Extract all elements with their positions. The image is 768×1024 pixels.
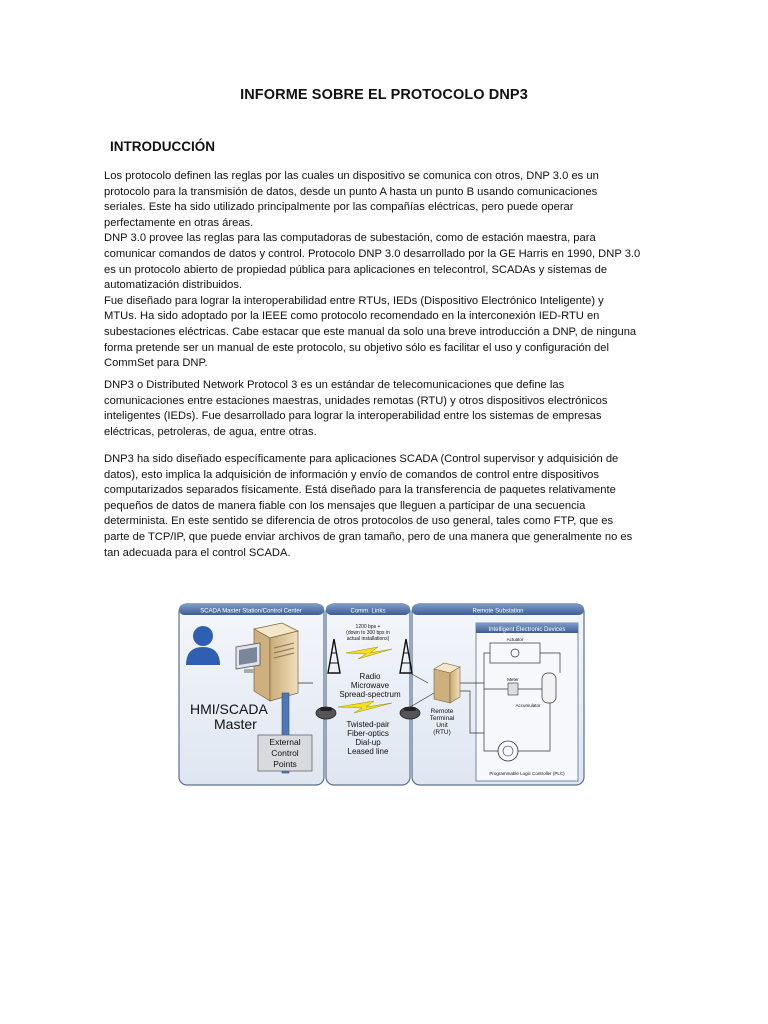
hmi-scada-label: HMI/SCADA <box>190 701 268 717</box>
paragraph-2-line: inteligentes (IEDs). Fue desarrollado para lograr la interoperabilidad entre los sistemas de empresas <box>104 410 602 423</box>
remote-panel-title: Remote Substation <box>472 608 524 615</box>
wire-label-line-2: Fiber-optics <box>347 729 389 738</box>
paragraph-1-line: Fue diseñado para lograr la interoperabilidad entre RTUs, IEDs (Dispositivo Electrónico Inteligente) y <box>104 294 604 307</box>
paragraph-2 <box>104 378 664 440</box>
accumulator-icon <box>542 673 556 703</box>
radio-label-line-3: Spread-spectrum <box>339 690 401 699</box>
speed-note-line-3: actual installations) <box>346 636 390 642</box>
paragraph-3-line: computarizados separados físicamente. Está diseñado para la transferencia de paquetes relativamente <box>104 484 616 497</box>
ied-title: Intelligent Electronic Devices <box>488 627 566 633</box>
paragraph-1-line: comunicar comandos de datos y control. Protocolo DNP 3.0 desarrollado por la GE Harris en 1990, DNP 3.0 <box>104 247 641 260</box>
rtu-label-line-2: Terminal <box>429 715 455 722</box>
wire-label-line-1: Twisted-pair <box>346 720 390 729</box>
paragraph-3-line: pequeños de datos de manera fiable con los mensajes que lleguen a participar de una secuencia <box>104 499 586 512</box>
paragraph-3-line: DNP3 ha sido diseñado específicamente para aplicaciones SCADA (Control supervisor y adquisición de <box>104 453 619 465</box>
plc-label: Programmable Logic Controller (PLC) <box>489 771 565 776</box>
paragraph-1-line: CommSet para DNP. <box>104 357 208 370</box>
rtu-device-icon <box>434 663 460 703</box>
external-points-line-1: External <box>269 737 301 747</box>
speed-note-line-1: 1200 bps + <box>355 624 381 630</box>
ied-panel <box>476 623 578 781</box>
paragraph-3-line: parte de TCP/IP, que puede enviar archivos de gran tamaño, pero de una manera que generalmente no es <box>104 530 633 543</box>
paragraph-1-line: perfectamente en otras áreas. <box>104 216 254 229</box>
paragraph-1-line: automatización distribuidos. <box>104 279 243 292</box>
external-points-line-2: Control <box>271 748 299 758</box>
external-points-line-3: Points <box>273 759 297 769</box>
master-label: Master <box>214 716 257 732</box>
links-panel-title: Comm. Links <box>350 608 386 615</box>
paragraph-2-line: DNP3 o Distributed Network Protocol 3 es un estándar de telecomunicaciones que define las <box>104 379 565 391</box>
paragraph-3-line: datos), esto implica la adquisición de información y envío de comandos de control entre dispositivos <box>104 468 600 481</box>
paragraph-2-line: eléctricas, petroleras, de agua, entre otras. <box>104 425 317 438</box>
paragraph-1-line: seriales. Este ha sido utilizado principalmente por las compañías eléctricas, pero puede operar <box>104 201 574 214</box>
actuator-label: Actuator <box>506 637 524 642</box>
rtu-label-line-4: (RTU) <box>433 729 451 736</box>
rtu-label-line-3: Unit <box>436 722 448 729</box>
wire-label-line-4: Leased line <box>347 747 389 756</box>
paragraph-1-line: es un protocolo abierto de propiedad pública para aplicaciones en telecontrol, SCADAs y sistemas de <box>104 263 608 276</box>
radio-label-line-2: Microwave <box>350 681 390 690</box>
paragraph-3-line: tan adecuada para el control SCADA. <box>104 546 291 559</box>
paragraph-1-line: MTUs. Ha sido adoptado por la IEEE como protocolo recomendado en la interconexión IED-RTU en <box>104 310 600 323</box>
paragraph-1-line: forma pretende ser un manual de este protocolo, su objetivo sólo es facilitar el uso y configuración del <box>104 341 609 354</box>
meter-icon <box>508 683 518 695</box>
scada-network-diagram <box>178 603 585 786</box>
meter-label: Meter <box>507 677 519 682</box>
paragraph-1-line: Los protocolo definen las reglas por las cuales un dispositivo se comunica con otros, DNP 3.0 es un <box>104 170 599 182</box>
page-title: INFORME SOBRE EL PROTOCOLO DNP3 <box>240 87 528 103</box>
paragraph-3-line: determinista. En este sentido se diferencia de otros protocolos de uso general, tales como FTP, que es <box>104 515 614 528</box>
section-heading-introduccion: INTRODUCCIÓN <box>110 139 215 154</box>
paragraph-2-line: comunicaciones entre estaciones maestras, unidades remotas (RTU) y otros dispositivos electrónicos <box>104 394 608 407</box>
radio-label-line-1: Radio <box>359 672 381 681</box>
scada-server-icon <box>254 623 298 701</box>
paragraph-1-line: DNP 3.0 provee las reglas para las computadoras de subestación, como de estación maestra, para <box>104 232 596 245</box>
phone-left-icon <box>316 707 336 719</box>
paragraph-1 <box>104 169 664 372</box>
wire-label-line-3: Dial-up <box>355 738 381 747</box>
master-panel-title: SCADA Master Station/Control Center <box>200 608 302 615</box>
external-control-points-box <box>258 735 312 771</box>
paragraph-1-line: protocolo para la transmisión de datos, desde un punto A hasta un punto B usando comunicaciones <box>104 185 598 198</box>
phone-right-icon <box>400 707 420 719</box>
accumulator-label: Accumulator <box>515 703 541 708</box>
speed-note-line-2: (down to 300 bps in <box>346 630 390 636</box>
paragraph-3 <box>104 452 664 561</box>
rtu-label-line-1: Remote <box>430 708 454 715</box>
paragraph-1-line: subestaciones eléctricas. Cabe estacar que este manual da solo una breve introducción a DNP, de ninguna <box>104 325 637 338</box>
